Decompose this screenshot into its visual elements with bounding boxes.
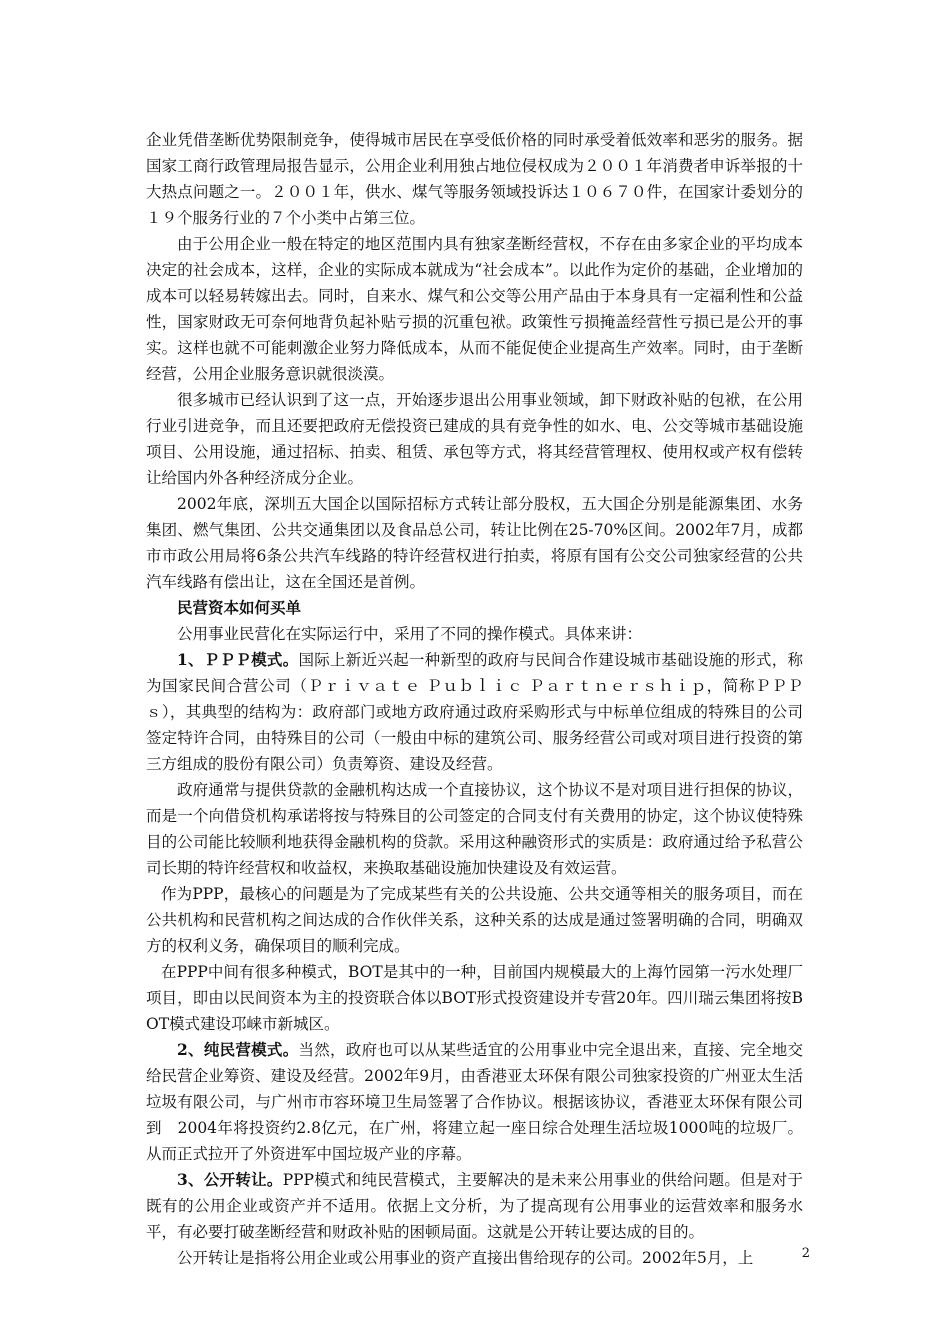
paragraph-10-lead: 2、纯民营模式。 xyxy=(177,1040,299,1059)
paragraph-11 xyxy=(146,1167,803,1245)
paragraph-7: 政府通常与提供贷款的金融机构达成一个直接协议，这个协议不是对项目进行担保的协议，而是一个向借贷机构承诺将按与特殊目的公司签定的合同支付有关费用的协定，这个协议使特殊目的公司能比较顺利地获得金融机构的贷款。采用这种融资形式的实质是：政府通过给予私营公司长期的特许经营权和收益权，来换取基础设施加快建设及有效运营。 xyxy=(146,781,803,877)
paragraph-1: 企业凭借垄断优势限制竞争，使得城市居民在享受低价格的同时承受着低效率和恶劣的服务。据国家工商行政管理局报告显示，公用企业利用独占地位侵权成为２００１年消费者申诉举报的十大热点问题之一。２００１年，供水、煤气等服务领域投诉达１０６７０件，在国家计委划分的１９个服务行业的７个小类中占第三位。 xyxy=(146,131,803,227)
section-heading: 民营资本如何买单 xyxy=(177,598,302,617)
paragraph-5: 公用事业民营化在实际运行中，采用了不同的操作模式。具体来讲： xyxy=(177,625,643,643)
paragraph-6 xyxy=(146,647,803,777)
paragraph-12: 公开转让是指将公用企业或公用事业的资产直接出售给现存的公司。2002年5月，上 xyxy=(177,1249,754,1267)
paragraph-10 xyxy=(146,1037,803,1167)
document-body xyxy=(146,127,803,1271)
page-number: 2 xyxy=(801,1246,810,1261)
paragraph-6-lead: 1、ＰＰＰ模式。 xyxy=(177,650,299,669)
paragraph-9: 在PPP中间有很多种模式，BOT是其中的一种，目前国内规模最大的上海竹园第一污水处理厂项目，即由以民间资本为主的投资联合体以BOT形式投资建设并专营20年。四川瑞云集团将按BOT模式建设邛崃市新城区。 xyxy=(146,963,803,1033)
paragraph-10-text: 当然，政府也可以从某些适宜的公用事业中完全退出来，直接、完全地交给民营企业筹资、建设及经营。2002年9月，由香港亚太环保有限公司独家投资的广州亚太生活垃圾有限公司，与广州市市容环境卫生局签署了合作协议。根据该协议，香港亚太环保有限公司到 2004年将投资约2.8亿元，在广州，将建立起一座日综合处理生活垃圾1000吨的垃圾厂。从而正式拉开了外资进军中国垃圾产业的序幕。 xyxy=(146,1041,803,1163)
paragraph-3: 很多城市已经认识到了这一点，开始逐步退出公用事业领域，卸下财政补贴的包袱，在公用行业引进竞争，而且还要把政府无偿投资已建成的具有竞争性的如水、电、公交等城市基础设施项目、公用设施，通过招标、拍卖、租赁、承包等方式，将其经营管理权、使用权或产权有偿转让给国内外各种经济成分企业。 xyxy=(146,391,803,487)
paragraph-4: 2002年底，深圳五大国企以国际招标方式转让部分股权，五大国企分别是能源集团、水务集团、燃气集团、公共交通集团以及食品总公司，转让比例在25-70%区间。2002年7月，成都市市政公用局将6条公共汽车线路的特许经营权进行拍卖，将原有国有公交公司独家经营的公共汽车线路有偿出让，这在全国还是首例。 xyxy=(146,495,803,591)
paragraph-8: 作为PPP，最核心的问题是为了完成某些有关的公共设施、公共交通等相关的服务项目，而在公共机构和民营机构之间达成的合作伙伴关系，这种关系的达成是通过签署明确的合同，明确双方的权利义务，确保项目的顺利完成。 xyxy=(146,885,803,955)
paragraph-11-lead: 3、公开转让。 xyxy=(177,1170,283,1189)
paragraph-2: 由于公用企业一般在特定的地区范围内具有独家垄断经营权，不存在由多家企业的平均成本决定的社会成本，这样，企业的实际成本就成为“社会成本”。以此作为定价的基础，企业增加的成本可以轻易转嫁出去。同时，自来水、煤气和公交等公用产品由于本身具有一定福利性和公益性，国家财政无可奈何地背负起补贴亏损的沉重包袱。政策性亏损掩盖经营性亏损已是公开的事实。这样也就不可能刺激企业努力降低成本，从而不能促使企业提高生产效率。同时，由于垄断经营，公用企业服务意识就很淡漠。 xyxy=(146,235,803,383)
paragraph-6-text: 国际上新近兴起一种新型的政府与民间合作建设城市基础设施的形式，称为国家民间合营公司（Ｐｒｉｖａｔｅ Ｐｕｂｌｉｃ Ｐａｒｔｎｅｒｓｈｉｐ，简称ＰＰＰｓ），其典型的结构为：政府部门或地方政府通过政府采购形式与中标单位组成的特殊目的公司签定特许合同，由特殊目的公司（一般由中标的建筑公司、服务经营公司或对项目进行投资的第三方组成的股份有限公司）负责筹资、建设及经营。 xyxy=(146,651,803,773)
paragraph-11-text: PPP模式和纯民营模式，主要解决的是未来公用事业的供给问题。但是对于既有的公用企业或资产并不适用。依据上文分析，为了提高现有公用事业的运营效率和服务水平，有必要打破垄断经营和财政补贴的困顿局面。这就是公开转让要达成的目的。 xyxy=(146,1171,803,1241)
